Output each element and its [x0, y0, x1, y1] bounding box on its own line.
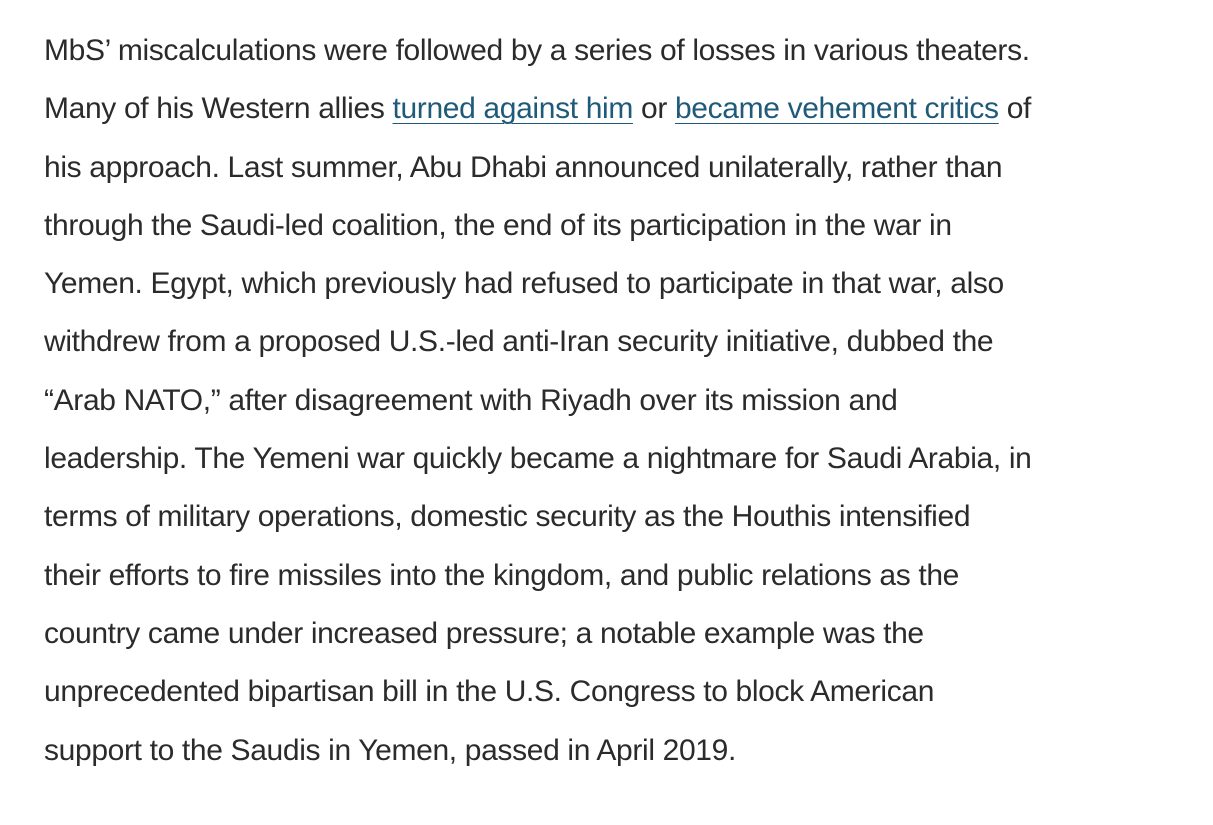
vehement-critics-link[interactable]: became vehement critics	[674, 92, 999, 126]
paragraph-line-7: “Arab NATO,” after disagreement with Riyadh over its mission and	[44, 383, 898, 417]
paragraph-line-2	[44, 80, 1194, 138]
paragraph-line-2-connector: or	[633, 92, 675, 126]
paragraph-line-3: his approach. Last summer, Abu Dhabi announced unilaterally, rather than	[44, 150, 1003, 184]
paragraph-line-6: withdrew from a proposed U.S.-led anti-Iran security initiative, dubbed the	[44, 325, 994, 359]
paragraph-line-5: Yemen. Egypt, which previously had refused to participate in that war, also	[44, 267, 1004, 301]
paragraph-line-2-start: Many of his Western allies	[44, 92, 393, 126]
turned-against-him-link[interactable]: turned against him	[392, 92, 633, 126]
paragraph-line-9: terms of military operations, domestic security as the Houthis intensified	[44, 500, 971, 534]
paragraph-line-13: support to the Saudis in Yemen, passed in April 2019.	[44, 733, 736, 767]
paragraph-line-8: leadership. The Yemeni war quickly became a nightmare for Saudi Arabia, in	[44, 442, 1032, 476]
paragraph-line-11: country came under increased pressure; a notable example was the	[44, 616, 924, 650]
paragraph-line-2-end: of	[998, 92, 1032, 126]
paragraph-line-12: unprecedented bipartisan bill in the U.S. Congress to block American	[44, 675, 935, 709]
paragraph-line-10: their efforts to fire missiles into the kingdom, and public relations as the	[44, 558, 959, 592]
article-paragraph	[44, 22, 1194, 780]
paragraph-line-1: MbS’ miscalculations were followed by a series of losses in various theaters.	[44, 34, 1030, 67]
paragraph-line-4: through the Saudi-led coalition, the end of its participation in the war in	[44, 208, 952, 242]
